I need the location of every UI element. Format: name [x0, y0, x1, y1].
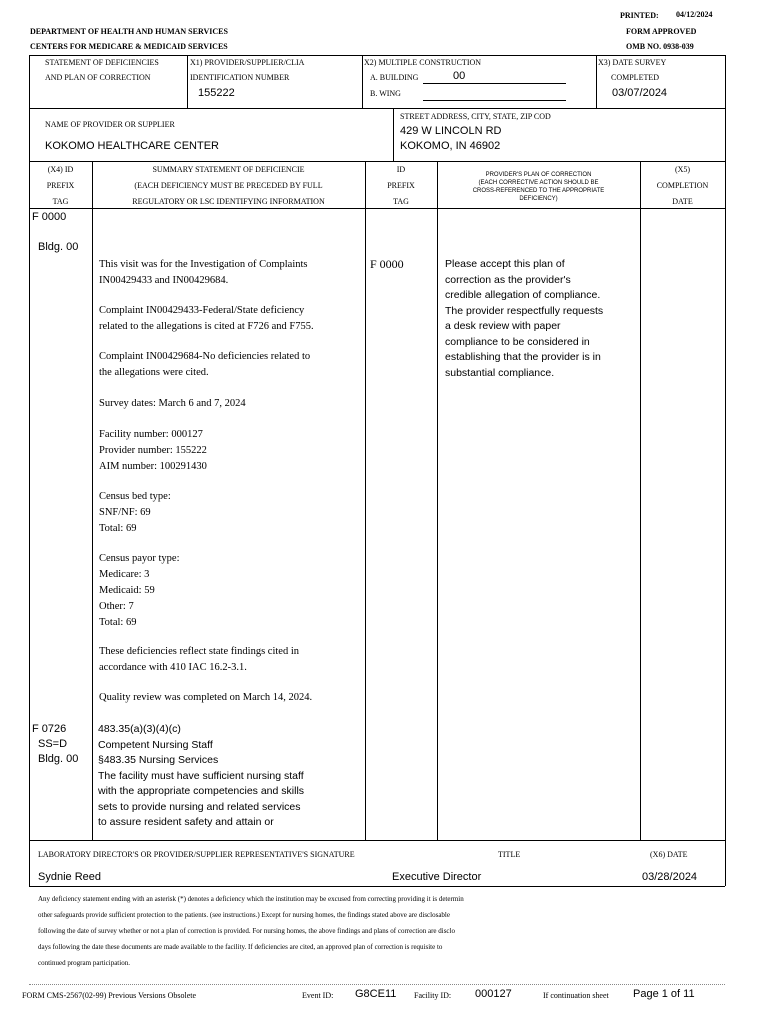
facility-id-label: Facility ID: [414, 991, 452, 1000]
plan-header-4: DEFICIENCY) [519, 196, 558, 202]
id-prefix-tag-f0000: F 0000 [370, 257, 404, 271]
summary-header-3: REGULATORY OR LSC IDENTIFYING INFORMATION [132, 197, 325, 206]
summary-paragraph [99, 303, 314, 335]
plan-line: The provider respectfully requests [445, 304, 604, 317]
summary-line: Census payor type: [99, 553, 180, 564]
survey-date-value: 03/07/2024 [612, 87, 668, 99]
event-id-value: G8CE11 [355, 988, 397, 1000]
regulation-line: The facility must have sufficient nursing staff [98, 769, 304, 782]
signature-date: 03/28/2024 [642, 871, 698, 883]
summary-line: SNF/NF: 69 [99, 507, 151, 518]
continuation-label: If continuation sheet [543, 991, 609, 1000]
event-id-label: Event ID: [302, 991, 334, 1000]
plan-header-3: CROSS-REFERENCED TO THE APPROPRIATE [472, 188, 605, 194]
summary-line: Survey dates: March 6 and 7, 2024 [99, 398, 246, 409]
x6-date-label: (X6) DATE [650, 850, 688, 859]
summary-line: accordance with 410 IAC 16.2-3.1. [99, 662, 247, 673]
disclaimer-line: days following the date these documents are made available to the facility. If deficiencies are cited, an approved plan of correction is requisite to [38, 943, 443, 951]
id-header: ID [396, 165, 406, 174]
summary-line: the allegations were cited. [99, 367, 209, 378]
signer-name: Sydnie Reed [38, 871, 101, 883]
signature-label: LABORATORY DIRECTOR'S OR PROVIDER/SUPPLIER REPRESENTATIVE'S SIGNATURE [38, 850, 355, 859]
summary-line: Census bed type: [99, 491, 171, 502]
prefix-tag-f0000: F 0000 [32, 211, 67, 223]
plan-of-correction-text [445, 257, 603, 381]
provider-id-value: 155222 [198, 87, 235, 99]
ss-code-f0726: SS=D [38, 738, 68, 750]
signer-title: Executive Director [392, 871, 482, 883]
plan-line: establishing that the provider is in [445, 351, 601, 363]
title-label: TITLE [498, 850, 521, 859]
provider-name-value: KOKOMO HEALTHCARE CENTER [45, 140, 219, 152]
summary-statement [99, 257, 308, 289]
summary-paragraph [99, 644, 299, 676]
identification-number-label: IDENTIFICATION NUMBER [190, 73, 290, 82]
id-tag-header: TAG [393, 197, 409, 206]
department-title: DEPARTMENT OF HEALTH AND HUMAN SERVICES [30, 27, 228, 36]
plan-line: compliance to be considered in [445, 335, 590, 348]
summary-line: Complaint IN00429433-Federal/State deficiency [99, 305, 305, 316]
omb-number: OMB NO. 0938-039 [626, 42, 694, 51]
summary-line: Complaint IN00429684-No deficiencies related to [99, 351, 311, 362]
plan-line: substantial compliance. [445, 366, 555, 379]
summary-line: Total: 69 [99, 523, 137, 534]
summary-header-1: SUMMARY STATEMENT OF DEFICIENCIE [152, 165, 305, 174]
summary-line: related to the allegations is cited at F726 and F755. [99, 321, 314, 332]
x1-label: X1) PROVIDER/SUPPLIER/CLIA [190, 58, 305, 67]
building-label: A. BUILDING [370, 73, 419, 82]
summary-header-2: (EACH DEFICIENCY MUST BE PRECEDED BY FULL [134, 181, 323, 190]
wing-label: B. WING [370, 89, 401, 98]
id-prefix-header: PREFIX [387, 181, 415, 190]
plan-line: Please accept this plan of [445, 258, 565, 270]
summary-line: Facility number: 000127 [99, 429, 203, 440]
form-approved: FORM APPROVED [626, 27, 697, 36]
plan-line: correction as the provider's [445, 273, 571, 286]
plan-header-1: PROVIDER'S PLAN OF CORRECTION [485, 172, 592, 178]
summary-line: Total: 69 [99, 617, 137, 628]
x4-tag-header: TAG [52, 197, 69, 206]
x2-label: X2) MULTIPLE CONSTRUCTION [364, 58, 482, 67]
plan-of-correction-label: AND PLAN OF CORRECTION [45, 73, 151, 82]
regulation-line: with the appropriate competencies and skills [98, 785, 305, 797]
plan-line: credible allegation of compliance. [445, 289, 601, 301]
printed-label: PRINTED: [620, 11, 659, 20]
regulation-line: sets to provide nursing and related services [98, 800, 301, 813]
completion-header: COMPLETION [656, 181, 709, 190]
disclaimer-line: Any deficiency statement ending with an asterisk (*) denotes a deficiency which the institution may be excused from correcting providing it is determin [38, 895, 464, 903]
summary-paragraph [99, 690, 312, 706]
summary-line: IN00429433 and IN00429684. [99, 275, 229, 286]
page-number: Page 1 of 11 [633, 988, 695, 1000]
address-label: STREET ADDRESS, CITY, STATE, ZIP COD [400, 112, 551, 121]
statement-label: STATEMENT OF DEFICIENCIES [45, 58, 159, 67]
x3-label: X3) DATE SURVEY [598, 58, 667, 67]
prefix-tag-f0726: F 0726 [32, 723, 67, 735]
summary-line: This visit was for the Investigation of Complaints [99, 259, 308, 270]
summary-paragraph [99, 427, 207, 475]
summary-line: Provider number: 155222 [99, 445, 207, 456]
summary-paragraph [99, 489, 171, 537]
f726-regulation-text [98, 722, 304, 831]
summary-paragraph [99, 551, 180, 631]
form-number: FORM CMS-2567(02-99) Previous Versions Obsolete [22, 991, 197, 1000]
centers-title: CENTERS FOR MEDICARE & MEDICAID SERVICES [30, 42, 228, 51]
summary-paragraph [99, 396, 246, 412]
summary-line: Medicare: 3 [99, 569, 150, 580]
regulation-line: Competent Nursing Staff [98, 738, 213, 751]
provider-name-label: NAME OF PROVIDER OR SUPPLIER [45, 120, 175, 129]
facility-id-value: 000127 [475, 988, 512, 1000]
disclaimer-line: continued program participation. [38, 959, 130, 967]
x4-id-header: (X4) ID [47, 165, 74, 174]
summary-line: AIM number: 100291430 [99, 461, 207, 472]
address-line-2: KOKOMO, IN 46902 [400, 140, 501, 152]
building-value: 00 [453, 70, 466, 82]
plan-header-2: (EACH CORRECTIVE ACTION SHOULD BE [478, 180, 599, 186]
summary-line: Quality review was completed on March 14, 2024. [99, 692, 313, 703]
regulation-line: §483.35 Nursing Services [98, 754, 219, 766]
plan-line: a desk review with paper [445, 320, 561, 332]
printed-date: 04/12/2024 [676, 10, 713, 19]
x5-header: (X5) [674, 165, 691, 174]
disclaimer-line: following the date of survey whether or not a plan of correction is provided. For nursing homes, the above findings and plans of correction are disclo [38, 927, 455, 935]
disclaimer-line: other safeguards provide sufficient protection to the patients. (see instructions.) Except for nursing homes, the findings stated above are disclosable [38, 911, 450, 919]
date-header: DATE [672, 197, 693, 206]
completed-label: COMPLETED [611, 73, 659, 82]
regulation-line: 483.35(a)(3)(4)(c) [98, 723, 181, 735]
address-line-1: 429 W LINCOLN RD [400, 125, 502, 137]
summary-line: Other: 7 [99, 601, 134, 612]
bldg-f0000: Bldg. 00 [38, 241, 79, 253]
regulation-line: to assure resident safety and attain or [98, 816, 274, 828]
summary-line: These deficiencies reflect state findings cited in [99, 646, 299, 657]
x4-prefix-header: PREFIX [46, 181, 75, 190]
summary-line: Medicaid: 59 [99, 585, 155, 596]
summary-paragraph [99, 349, 310, 381]
bldg-f0726: Bldg. 00 [38, 753, 79, 765]
